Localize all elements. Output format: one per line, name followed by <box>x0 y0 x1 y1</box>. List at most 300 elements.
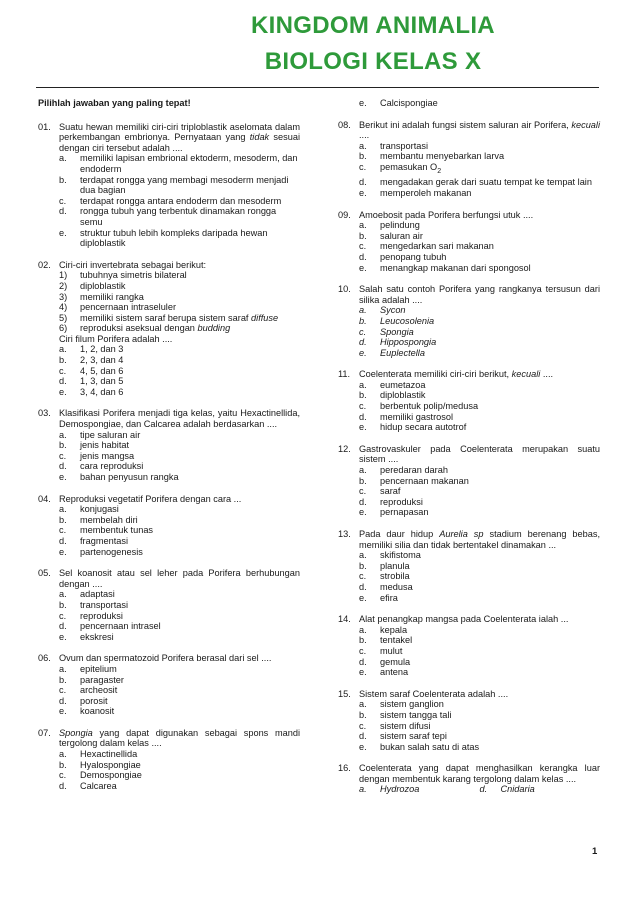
question-number: 03. <box>38 408 51 419</box>
answer-option <box>38 706 300 717</box>
option-text: Hexactinellida <box>80 749 138 760</box>
option-key: c. <box>59 685 67 696</box>
question-text-end: stadium berenang bebas, memiliki silia dan tidak bertentakel dinamakan ... <box>359 529 600 550</box>
option-text: saluran air <box>380 230 423 241</box>
answer-option <box>38 696 300 707</box>
option-text: membelah diri <box>80 514 138 525</box>
question <box>38 653 300 717</box>
option-key: e. <box>59 386 67 397</box>
answer-option <box>38 600 300 611</box>
question-text-main: Salah satu contoh Porifera yang rangkanya tersusun dari silika adalah .... <box>359 284 600 305</box>
option-text: reproduksi <box>80 610 123 621</box>
answer-option <box>38 206 300 227</box>
option-key: b. <box>359 560 367 571</box>
option-key: b. <box>359 475 367 486</box>
option-text: pelindung <box>380 220 420 231</box>
option-text: kepala <box>380 624 408 635</box>
option-key: e. <box>359 347 367 358</box>
option-text: fragmentasi <box>80 535 129 546</box>
option-key: d. <box>59 206 67 217</box>
question-text <box>359 284 600 305</box>
option-key: e. <box>359 187 367 198</box>
question-text-italic: kecuali <box>511 369 541 380</box>
option-key: d. <box>359 411 367 422</box>
question-header <box>338 689 600 700</box>
instruction: Pilihlah jawaban yang paling tepat! <box>38 98 191 108</box>
option-text: mengadakan gerak dari suatu tempat ke tempat lain <box>380 177 592 188</box>
statement-item <box>38 313 300 324</box>
option-key: d. <box>359 251 367 262</box>
document-title-line1: KINGDOM ANIMALIA <box>251 12 495 39</box>
question-number: 15. <box>338 688 351 699</box>
option-text: membantu menyebarkan larva <box>380 151 505 162</box>
option-key: e. <box>359 741 367 752</box>
answer-option <box>38 589 300 600</box>
answer-option <box>338 327 600 338</box>
option-text: partenogenesis <box>80 546 143 557</box>
answer-option <box>38 461 300 472</box>
option-key: b. <box>359 230 367 241</box>
answer-option <box>38 366 300 377</box>
statement-text: pencernaan intraseluler <box>80 302 177 313</box>
option-key: d. <box>359 581 367 592</box>
statement-item <box>38 323 300 334</box>
option-key: d. <box>479 784 488 795</box>
option-key: c. <box>59 610 67 621</box>
option-text: porosit <box>80 695 108 706</box>
option-key: c. <box>59 770 67 781</box>
question-text-main: Klasifikasi Porifera menjadi tiga kelas, yaitu Hexactinellida, Demospongiae, dan Calcarea adalah berdasarkan .... <box>59 408 300 430</box>
option-key: c. <box>59 365 67 376</box>
answer-option <box>338 220 600 231</box>
question-header <box>338 284 600 305</box>
answer-option <box>338 141 600 152</box>
question-header <box>38 653 300 664</box>
answer-option <box>38 376 300 387</box>
option-key: a. <box>359 784 367 795</box>
option-text: Hyalospongiae <box>80 759 141 770</box>
option-text: skifistoma <box>380 550 421 561</box>
question-text <box>59 653 300 664</box>
answer-option <box>338 582 600 593</box>
option-key: c. <box>59 195 67 206</box>
answer-option <box>338 646 600 657</box>
answer-option <box>338 635 600 646</box>
option-key: e. <box>59 546 67 557</box>
option-key: e. <box>359 592 367 603</box>
option-text: archeosit <box>80 685 118 696</box>
answer-option <box>359 784 480 795</box>
question-header <box>38 494 300 505</box>
option-key: e. <box>359 262 367 273</box>
option-text: diploblastik <box>380 390 426 401</box>
option-key: b. <box>59 599 67 610</box>
answer-option <box>338 625 600 636</box>
option-key: a. <box>59 663 67 674</box>
answer-option <box>38 664 300 675</box>
option-key: e. <box>359 667 367 678</box>
option-key: b. <box>359 151 367 162</box>
answer-option <box>38 440 300 451</box>
left-column <box>38 98 300 802</box>
option-key: d. <box>59 621 67 632</box>
statement-key: 1) <box>59 270 68 281</box>
answer-option <box>338 742 600 753</box>
question-header <box>338 444 600 465</box>
answer-option <box>38 749 300 760</box>
option-text: membentuk tunas <box>80 525 154 536</box>
answer-option <box>338 98 600 109</box>
answer-option <box>38 228 300 249</box>
question-header <box>338 763 600 784</box>
option-text: gemula <box>380 656 411 667</box>
option-text: sistem difusi <box>380 720 431 731</box>
option-text: 4, 5, dan 6 <box>80 365 124 376</box>
option-text: planula <box>380 560 410 571</box>
option-key: c. <box>59 525 67 536</box>
question-header <box>38 408 300 429</box>
option-text: paragaster <box>80 674 124 685</box>
question <box>338 763 600 795</box>
option-key: a. <box>359 699 367 710</box>
option-key: b. <box>59 355 67 366</box>
option-text: Demospongiae <box>80 770 142 781</box>
option-text: epitelium <box>80 663 117 674</box>
statement-key: 5) <box>59 312 68 323</box>
option-text: efira <box>380 592 398 603</box>
option-key: d. <box>359 177 367 188</box>
question-text <box>59 408 300 429</box>
option-text: memiliki gastrosol <box>380 411 454 422</box>
option-text: memperoleh makanan <box>380 187 472 198</box>
option-key: a. <box>359 624 367 635</box>
answer-option <box>38 536 300 547</box>
answer-option <box>38 621 300 632</box>
question-text-main: Ciri-ciri invertebrata sebagai berikut: <box>59 259 207 270</box>
answer-option <box>338 593 600 604</box>
question-text <box>59 568 300 589</box>
question-header <box>338 120 600 141</box>
answer-option <box>338 561 600 572</box>
question <box>338 210 600 274</box>
option-key: b. <box>359 635 367 646</box>
option-key: a. <box>59 749 67 760</box>
question-text-main: Reproduksi vegetatif Porifera dengan cara ... <box>59 493 242 504</box>
option-key: d. <box>359 496 367 507</box>
option-key: c. <box>359 571 367 582</box>
option-text: Spongia <box>380 326 414 337</box>
question-number: 06. <box>38 653 51 664</box>
statement-text: reproduksi aseksual dengan budding <box>80 323 231 334</box>
option-key: a. <box>59 429 67 440</box>
option-text: sistem tangga tali <box>380 709 452 720</box>
statement-item <box>38 281 300 292</box>
answer-option <box>338 390 600 401</box>
option-key: c. <box>359 326 367 337</box>
answer-option <box>38 525 300 536</box>
question-text <box>359 689 600 700</box>
option-key: a. <box>359 140 367 151</box>
question <box>338 689 600 753</box>
option-key: d. <box>59 376 67 387</box>
option-key: b. <box>359 709 367 720</box>
option-key: d. <box>359 337 367 348</box>
question-header <box>38 568 300 589</box>
answer-option <box>38 632 300 643</box>
question-text <box>59 728 300 749</box>
option-text: terdapat rongga antara endoderm dan mesoderm <box>80 195 282 206</box>
option-text: transportasi <box>80 599 129 610</box>
answer-option <box>38 685 300 696</box>
question <box>38 408 300 482</box>
question-text-main: Amoebosit pada Porifera berfungsi utuk .... <box>359 209 534 220</box>
option-text: tipe saluran air <box>80 429 141 440</box>
option-key: e. <box>59 631 67 642</box>
answer-option <box>38 472 300 483</box>
option-key: a. <box>359 379 367 390</box>
option-key: b. <box>359 390 367 401</box>
answer-option <box>338 316 600 327</box>
option-key: c. <box>359 401 367 412</box>
answer-option <box>338 177 600 188</box>
option-key: e. <box>59 472 67 482</box>
question <box>338 444 600 518</box>
question-text-main: Ovum dan spermatozoid Porifera berasal dari sel .... <box>59 653 272 664</box>
option-key: b. <box>359 315 367 326</box>
option-key: a. <box>359 465 367 476</box>
option-text: peredaran darah <box>380 465 448 476</box>
option-text: strobila <box>380 571 410 582</box>
page-number: 1 <box>592 846 598 857</box>
question-text-italic: Aurelia sp <box>439 529 484 540</box>
option-key: a. <box>359 550 367 561</box>
option-key: a. <box>59 153 67 164</box>
statement-text: diploblastik <box>80 280 126 291</box>
question-number: 12. <box>338 443 351 454</box>
answer-option <box>338 422 600 433</box>
option-key: a. <box>59 589 67 600</box>
option-key: d. <box>59 461 67 472</box>
option-text: adaptasi <box>80 589 115 600</box>
option-text: 1, 2, dan 3 <box>80 344 124 355</box>
answer-option <box>338 699 600 710</box>
question-text-main: Pada daur hidup <box>359 529 434 540</box>
question-text-main: Alat penangkap mangsa pada Coelenterata ialah ... <box>359 614 569 625</box>
option-text: pemasukan $O_2$ <box>380 161 442 175</box>
option-text: menangkap makanan dari spongosol <box>380 262 531 273</box>
answer-option <box>338 241 600 252</box>
question-text <box>359 210 600 221</box>
answer-option <box>338 380 600 391</box>
option-key: e. <box>59 706 67 717</box>
statement-text: tubuhnya simetris bilateral <box>80 270 187 281</box>
question-text-main: Berikut ini adalah fungsi sistem saluran air Porifera, <box>359 119 569 130</box>
option-text: Leucosolenia <box>380 315 435 326</box>
option-text: 3, 4, dan 6 <box>80 386 124 397</box>
answer-option <box>38 387 300 398</box>
answer-option <box>38 153 300 174</box>
answer-option <box>38 760 300 771</box>
question-text <box>59 122 300 154</box>
question <box>38 122 300 249</box>
question-text <box>359 763 600 784</box>
option-text: Calcispongiae <box>380 98 438 108</box>
answer-option <box>338 231 600 242</box>
option-text: konjugasi <box>80 504 119 515</box>
option-key: b. <box>59 674 67 685</box>
option-key: b. <box>59 174 67 185</box>
question-text-main: yang dapat digunakan sebagai spons mandi tergolong dalam kelas .... <box>59 727 300 749</box>
answer-option <box>38 770 300 781</box>
question <box>38 260 300 398</box>
option-key: b. <box>59 440 67 451</box>
answer-option <box>38 355 300 366</box>
statement-text: memiliki rangka <box>80 291 144 302</box>
option-text: koanosit <box>80 706 115 717</box>
statement-key: 4) <box>59 302 68 313</box>
option-key: b. <box>59 759 67 770</box>
option-key: d. <box>359 731 367 742</box>
question <box>338 369 600 433</box>
title-divider <box>36 87 599 88</box>
question-number: 10. <box>338 284 351 295</box>
answer-option <box>338 412 600 423</box>
answer-option <box>338 550 600 561</box>
question-number: 04. <box>38 493 51 504</box>
option-text: ekskresi <box>80 631 114 642</box>
answer-option <box>38 515 300 526</box>
option-text: penopang tubuh <box>380 251 447 262</box>
question-text-main: Gastrovaskuler pada Coelenterata merupakan suatu sistem .... <box>359 443 600 465</box>
question-text-main: Coelenterata yang dapat menghasilkan kerangka luar dengan membentuk karang tergolong dalam kelas .... <box>359 763 600 784</box>
option-text: eumetazoa <box>380 379 426 390</box>
question-header <box>38 260 300 271</box>
answer-option <box>38 430 300 441</box>
option-key: c. <box>359 720 367 731</box>
option-text: rongga tubuh yang terbentuk dinamakan rongga semu <box>80 206 277 227</box>
option-key: c. <box>59 450 67 461</box>
answer-option <box>480 784 601 795</box>
statement-key: 3) <box>59 291 68 302</box>
option-text: transportasi <box>380 140 429 151</box>
option-text: pencernaan makanan <box>380 475 469 486</box>
option-row <box>338 784 600 795</box>
option-key: e. <box>359 98 367 108</box>
question-text <box>359 614 600 625</box>
answer-option <box>338 507 600 518</box>
option-text: sistem ganglion <box>380 699 444 710</box>
answer-option <box>338 252 600 263</box>
question-number: 05. <box>38 568 51 579</box>
answer-option <box>338 497 600 508</box>
option-text: saraf <box>380 486 401 497</box>
question-number: 14. <box>338 614 351 625</box>
question-header <box>338 529 600 550</box>
question-number: 11. <box>338 369 351 380</box>
option-key: d. <box>59 535 67 546</box>
question-header <box>338 210 600 221</box>
option-text: pencernaan intrasel <box>80 621 161 632</box>
question-text-main: Suatu hewan memiliki ciri-ciri triploblastik aselomata dalam perkembangan embrionya. Pernyataan yang tidak sesuai dengan ciri tersebut adalah .... <box>59 121 300 153</box>
question-text-italic: Spongia <box>59 727 93 738</box>
answer-option <box>338 305 600 316</box>
answer-option <box>38 781 300 792</box>
question-text <box>359 444 600 465</box>
statement-key: 6) <box>59 323 68 334</box>
option-text: Sycon <box>380 305 406 316</box>
question-text-italic: kecuali <box>571 119 600 130</box>
answer-option <box>338 571 600 582</box>
answer-option <box>338 348 600 359</box>
question-number: 07. <box>38 727 51 738</box>
answer-option <box>338 162 600 177</box>
question-text <box>359 529 600 550</box>
question-number: 16. <box>338 763 351 774</box>
answer-option <box>338 188 600 199</box>
right-column <box>338 98 600 806</box>
option-text: jenis mangsa <box>80 450 135 461</box>
option-text: Hippospongia <box>380 337 437 348</box>
answer-option <box>338 337 600 348</box>
question-header <box>338 369 600 380</box>
option-text: hidup secara autotrof <box>380 422 467 433</box>
question-text <box>59 260 300 271</box>
option-text: Euplectella <box>380 347 425 358</box>
question-header <box>38 122 300 154</box>
option-text: cara reproduksi <box>80 461 144 472</box>
answer-option <box>338 465 600 476</box>
question-text-main: Sistem saraf Coelenterata adalah .... <box>359 688 509 699</box>
answer-option <box>38 344 300 355</box>
option-text: pernapasan <box>380 507 429 518</box>
question-header <box>38 728 300 749</box>
question-text-end: .... <box>359 130 370 141</box>
option-text: antena <box>380 667 409 678</box>
option-key: c. <box>359 161 367 172</box>
option-text: Calcarea <box>80 780 117 791</box>
option-text: berbentuk polip/medusa <box>380 401 479 412</box>
question-text-main: Coelenterata memiliki ciri-ciri berikut, <box>359 369 510 380</box>
statement-text: memiliki sistem saraf berupa sistem saraf diffuse <box>80 312 279 323</box>
question-text <box>59 494 300 505</box>
question-number: 09. <box>338 209 351 220</box>
option-key: e. <box>359 422 367 433</box>
question-text-end: .... <box>542 369 554 380</box>
answer-option <box>338 731 600 742</box>
option-key: d. <box>59 780 67 791</box>
option-key: c. <box>359 645 367 656</box>
question <box>338 284 600 358</box>
question-text <box>359 120 600 141</box>
question-header <box>338 614 600 625</box>
question <box>338 120 600 199</box>
answer-option <box>338 151 600 162</box>
statement-item <box>38 292 300 303</box>
option-key: e. <box>59 227 67 238</box>
question <box>338 529 600 603</box>
question-number: 02. <box>38 259 51 270</box>
option-key: a. <box>359 305 367 316</box>
option-text: 1, 3, dan 5 <box>80 376 124 387</box>
answer-option <box>38 611 300 622</box>
question-text <box>359 369 600 380</box>
statement-item <box>38 302 300 313</box>
question-number: 08. <box>338 119 351 130</box>
question-text-main: Sel koanosit atau sel leher pada Porifera berhubungan dengan .... <box>59 568 300 589</box>
answer-option <box>38 504 300 515</box>
option-text: mulut <box>380 645 403 656</box>
answer-option <box>338 667 600 678</box>
